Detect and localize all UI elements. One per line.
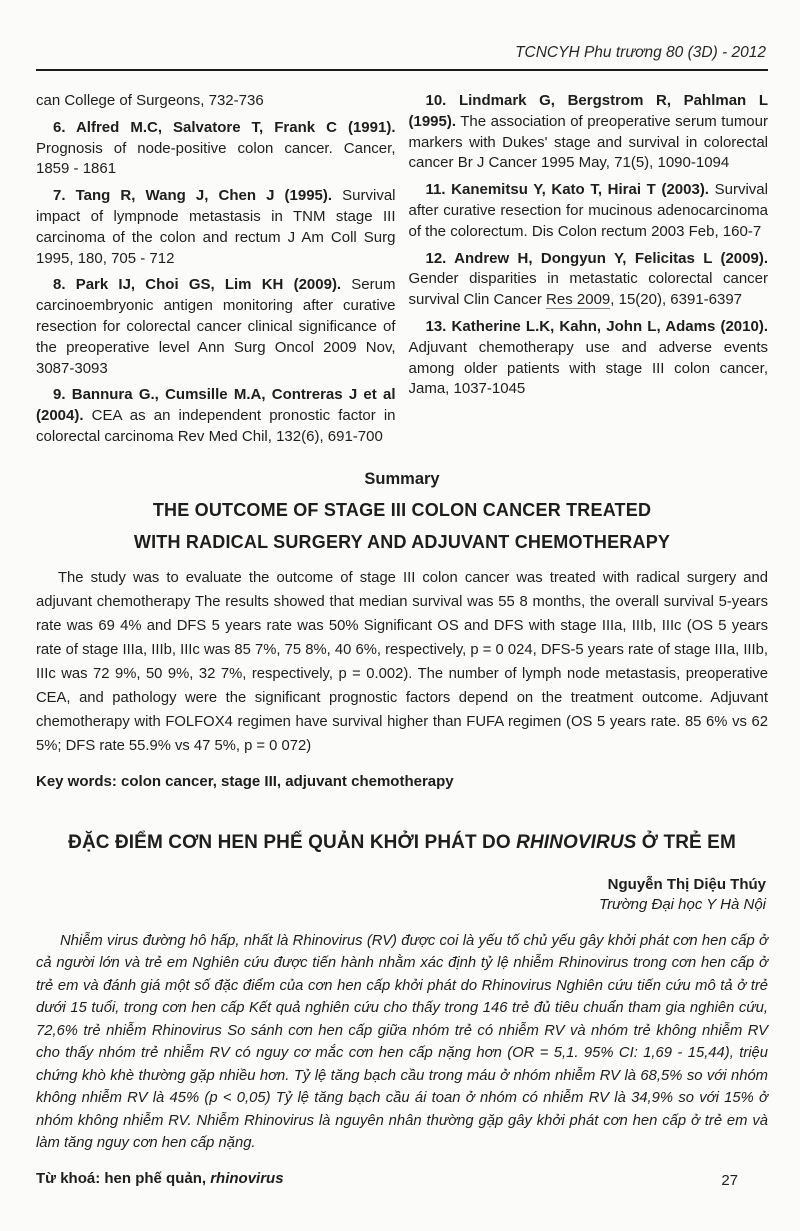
reference-authors: 10. Lindmark G, Bergstrom R, Pahlman L (1995). — [408, 92, 768, 130]
reference-authors: 9. Bannura G., Cumsille M.A, Contreras J et al (2004). — [36, 386, 396, 425]
reference-authors: 8. Park IJ, Choi GS, Lim KH (2009). — [53, 276, 342, 294]
reference-underlined-text: Res 2009 — [546, 291, 611, 309]
reference-11 — [409, 180, 769, 242]
article-title — [36, 832, 768, 854]
article-keywords — [36, 1170, 768, 1187]
author-block — [36, 876, 768, 913]
reference-authors: 7. Tang R, Wang J, Chen J (1995). — [53, 187, 333, 205]
summary-title-line-1: THE OUTCOME OF STAGE III COLON CANCER TREATED — [152, 499, 652, 520]
article-abstract: Nhiễm virus đường hô hấp, nhất là Rhinovirus (RV) được coi là yếu tố chủ yếu gây khởi phát cơn hen cấp ở cả người lớn và trẻ em Nghiên cứu được tiến hành nhằm xác định tỷ lệ nhiễm Rhinovirus trong cơn hen cấp ở trẻ em và đánh giá một số đặc điểm của cơn hen cấp khởi phát do Rhinovirus Nghiên cứu tiến cứu mô tả ở trẻ dưới 15 tuổi, trong cơn hen cấp Kết quả nghiên cứu cho thấy trong 146 trẻ đủ tiêu chuẩn tham gia nghiên cứu, 72,6% trẻ nhiễm Rhinovirus So sánh cơn hen cấp giữa nhóm trẻ có nhiễm RV và nhóm trẻ không nhiễm RV cho thấy nhóm trẻ nhiễm RV có nguy cơ mắc cơn hen cấp nặng hơn (OR = 5,1. 95% CI: 1,69 - 15,44), triệu chứng khò khè thường gặp nhiều hơn. Tỷ lệ tăng bạch cầu trong máu ở nhóm nhiễm RV là 68,5% so với nhóm không nhiễm RV là 45% (p < 0,05) Tỷ lệ tăng bạch cầu ái toan ở nhóm có nhiễm RV là 34,9% so với 15% ở nhóm không nhiễm RV. Nhiễm Rhinovirus là nguyên nhân thường gặp gây khởi phát cơn hen cấp ở trẻ em và làm tăng nguy cơn hen cấp nặng. — [36, 932, 768, 1152]
article-keywords-label: Từ khoá: hen phế quản, — [36, 1169, 211, 1187]
references-right-column — [409, 91, 769, 454]
summary-heading: Summary — [364, 469, 440, 488]
reference-text: , 15(20), 6391-6397 — [610, 291, 743, 309]
reference-6 — [36, 118, 396, 180]
reference-text: can College of Surgeons, 732-736 — [36, 92, 264, 109]
author-affiliation: Trường Đại học Y Hà Nội — [599, 895, 766, 913]
reference-7 — [36, 186, 396, 269]
reference-authors: 11. Kanemitsu Y, Kato T, Hirai T (2003). — [425, 181, 709, 199]
references-left-column — [36, 91, 396, 454]
reference-8 — [36, 275, 396, 379]
journal-header-text: TCNCYH Phu trương 80 (3D) - 2012 — [515, 44, 766, 61]
header-rule — [36, 69, 768, 71]
summary-section — [36, 470, 768, 790]
article-keywords-italic: rhinovirus — [210, 1169, 284, 1187]
reference-10 — [409, 91, 769, 174]
reference-13 — [409, 317, 769, 400]
reference-9 — [36, 385, 396, 447]
summary-keywords: Key words: colon cancer, stage III, adjuvant chemotherapy — [36, 772, 454, 790]
summary-title-line-2: WITH RADICAL SURGERY AND ADJUVANT CHEMOTHERAPY — [133, 531, 671, 552]
reference-text: Gender disparities in metastatic colorectal cancer survival Clin Cancer — [408, 270, 768, 309]
author-name: Nguyễn Thị Diệu Thúy — [607, 875, 766, 893]
reference-authors: 13. Katherine L.K, Kahn, John L, Adams (2010). — [425, 317, 768, 335]
reference-text: The association of preoperative serum tumour markers with Dukes' stage and survival in colorectal cancer Br J Cancer 1995 May, 71(5), 1090-1094 — [408, 112, 768, 172]
reference-authors: 6. Alfred M.C, Salvatore T, Frank C (1991). — [53, 118, 396, 136]
article-title-italic: RHINOVIRUS — [516, 831, 637, 853]
reference-text: Survival impact of lympnode metastasis in TNM stage III carcinoma of the colon and rectum J Am Coll Surg 1995, 180, 705 - 712 — [36, 187, 396, 267]
reference-text: Prognosis of node-positive colon cancer. Cancer, 1859 - 1861 — [36, 139, 396, 178]
summary-abstract: The study was to evaluate the outcome of stage III colon cancer was treated with radical surgery and adjuvant chemotherapy The results showed that median survival was 55 8 months, the overall survival 5-years rate was 69 4% and DFS 5 years rate was 50% Significant OS and DFS with stage IIIa, IIIb, IIIc (OS 5 years rate of stage IIIa, IIIb, IIIc was 85 7%, 75 8%, 40 6%, respectively, p = 0 024, DFS-5 years rate of stage IIIa, IIIb, IIIc was 72 9%, 50 9%, 32 7%, respectively, p = 0.002). The number of lymph node metastasis, preoperative CEA, and pathology were the significant prognostic factors depend on the treatment outcome. Adjuvant chemotherapy with FOLFOX4 regimen have survival higher than FUFA regimen (OS 5 years rate. 85 6% vs 62 5%; DFS rate 55.9% vs 47 5%, p = 0 072) — [36, 569, 768, 754]
references-section — [36, 91, 768, 454]
running-header — [36, 44, 768, 62]
reference-text: Serum carcinoembryonic antigen monitoring after curative resection for colorectal cancer clinical significance of the preoperative level Ann Surg Oncol 2009 Nov, 3087-3093 — [36, 276, 396, 377]
reference-5-continuation — [36, 91, 396, 112]
reference-text: Adjuvant chemotherapy use and adverse events among older patients with stage III colon cancer, Jama, 1037-1045 — [408, 338, 768, 398]
reference-text: CEA as an independent pronostic factor in colorectal carcinoma Rev Med Chil, 132(6), 691-700 — [36, 407, 396, 445]
reference-12 — [409, 249, 769, 311]
article-title-text: ĐẶC ĐIỂM CƠN HEN PHẾ QUẢN KHỞI PHÁT DO — [68, 831, 517, 853]
article-title-text: Ở TRẺ EM — [636, 831, 736, 853]
reference-authors: 12. Andrew H, Dongyun Y, Felicitas L (2009). — [425, 249, 768, 267]
reference-text: Survival after curative resection for mucinous adenocarcinoma of the colorectum. Dis Colon rectum 2003 Feb, 160-7 — [408, 181, 768, 240]
second-article-section — [36, 832, 768, 1187]
page-number: 27 — [721, 1172, 738, 1189]
